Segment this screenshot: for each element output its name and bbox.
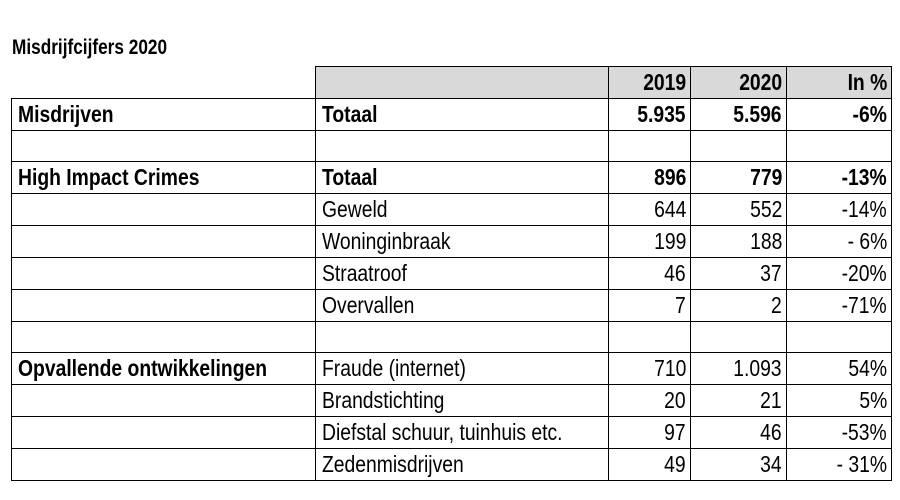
empty-cell (315, 322, 608, 353)
category-empty-cell (12, 226, 316, 258)
empty-cell (690, 322, 786, 353)
change-pct: 5% (786, 385, 891, 417)
header-2020: 2020 (690, 67, 786, 99)
value-2019: 7 (608, 290, 690, 322)
category-empty-cell (12, 258, 316, 290)
value-2020: 34 (690, 449, 786, 481)
table-row (12, 290, 892, 322)
value-2019: 199 (608, 226, 690, 258)
header-change-pct: In % (786, 67, 891, 99)
value-2020: 779 (690, 162, 786, 194)
table-row (12, 353, 892, 385)
table-row (12, 449, 892, 481)
category-cell: Misdrijven (12, 99, 316, 131)
header-label-cell (315, 67, 608, 99)
empty-cell (12, 131, 316, 162)
row-label: Zedenmisdrijven (315, 449, 608, 481)
table-row (12, 194, 892, 226)
row-label: Brandstichting (315, 385, 608, 417)
value-2020: 5.596 (690, 99, 786, 131)
table-row (12, 99, 892, 131)
value-2020: 552 (690, 194, 786, 226)
row-label: Totaal (315, 99, 608, 131)
category-cell: Opvallende ontwikkelingen (12, 353, 316, 385)
value-2020: 37 (690, 258, 786, 290)
category-empty-cell (12, 417, 316, 449)
change-pct: -6% (786, 99, 891, 131)
value-2019: 49 (608, 449, 690, 481)
category-empty-cell (12, 385, 316, 417)
change-pct: -53% (786, 417, 891, 449)
change-pct: -13% (786, 162, 891, 194)
table-row (12, 226, 892, 258)
value-2019: 644 (608, 194, 690, 226)
empty-cell (608, 131, 690, 162)
empty-cell (690, 131, 786, 162)
row-label: Geweld (315, 194, 608, 226)
empty-cell (786, 322, 891, 353)
row-label: Straatroof (315, 258, 608, 290)
empty-cell (12, 322, 316, 353)
change-pct: -71% (786, 290, 891, 322)
table-row (12, 385, 892, 417)
change-pct: -20% (786, 258, 891, 290)
spacer-row (12, 131, 892, 162)
value-2020: 1.093 (690, 353, 786, 385)
value-2019: 46 (608, 258, 690, 290)
change-pct: 54% (786, 353, 891, 385)
table-row (12, 417, 892, 449)
category-cell: High Impact Crimes (12, 162, 316, 194)
row-label: Diefstal schuur, tuinhuis etc. (315, 417, 608, 449)
row-label: Fraude (internet) (315, 353, 608, 385)
empty-cell (786, 131, 891, 162)
page-title: Misdrijfcijfers 2020 (12, 36, 168, 59)
empty-cell (608, 322, 690, 353)
change-pct: - 31% (786, 449, 891, 481)
value-2019: 97 (608, 417, 690, 449)
category-empty-cell (12, 194, 316, 226)
table-row (12, 258, 892, 290)
header-empty-cell (12, 67, 316, 99)
header-2019: 2019 (608, 67, 690, 99)
value-2019: 896 (608, 162, 690, 194)
empty-cell (315, 131, 608, 162)
row-label: Totaal (315, 162, 608, 194)
crime-figures-table (11, 66, 892, 481)
row-label: Woninginbraak (315, 226, 608, 258)
value-2019: 20 (608, 385, 690, 417)
table-row (12, 162, 892, 194)
value-2019: 710 (608, 353, 690, 385)
value-2020: 46 (690, 417, 786, 449)
category-empty-cell (12, 449, 316, 481)
value-2019: 5.935 (608, 99, 690, 131)
spacer-row (12, 322, 892, 353)
table-header-row (12, 67, 892, 99)
row-label: Overvallen (315, 290, 608, 322)
change-pct: - 6% (786, 226, 891, 258)
value-2020: 188 (690, 226, 786, 258)
category-empty-cell (12, 290, 316, 322)
value-2020: 2 (690, 290, 786, 322)
value-2020: 21 (690, 385, 786, 417)
change-pct: -14% (786, 194, 891, 226)
